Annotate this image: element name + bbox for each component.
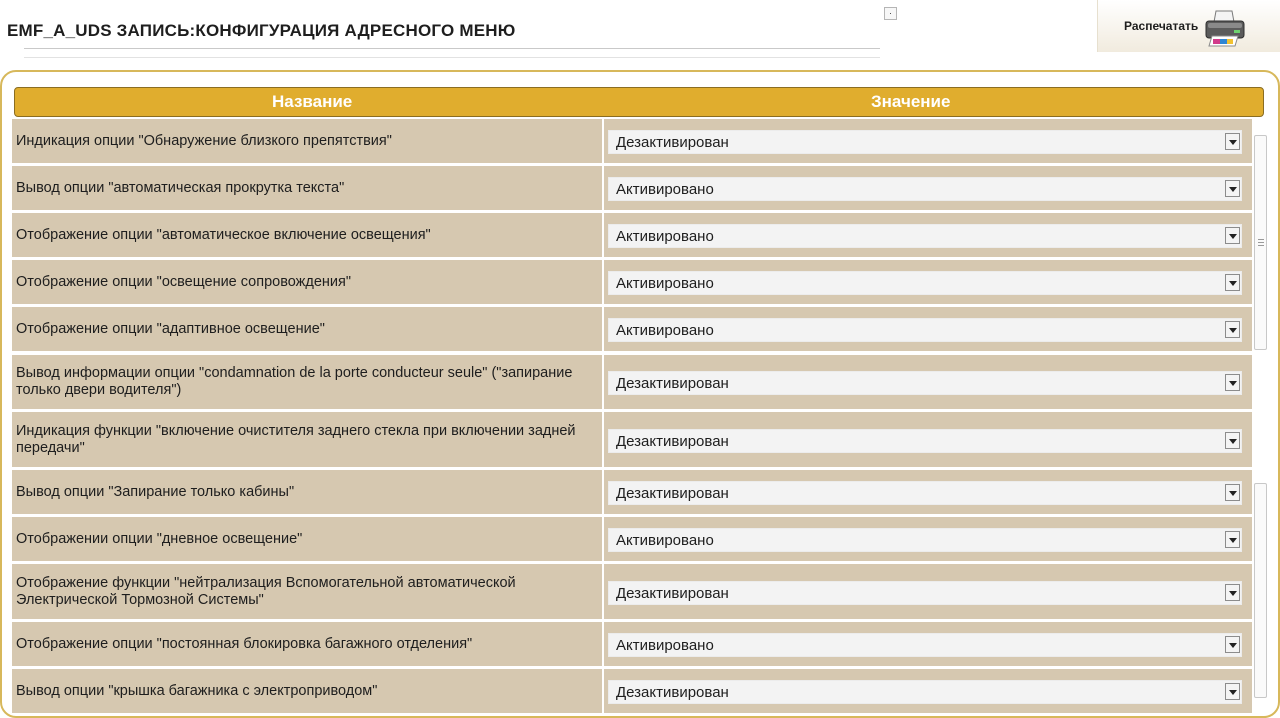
chevron-down-icon[interactable] [1225, 432, 1240, 449]
print-button-label: Распечатать [1124, 19, 1199, 33]
selected-value: Дезактивирован [616, 584, 729, 602]
value-select[interactable] [608, 318, 1242, 342]
value-select[interactable] [608, 224, 1242, 248]
table-row [12, 622, 1252, 666]
table-row [12, 119, 1252, 163]
value-cell [604, 307, 1252, 351]
table-row [12, 470, 1252, 514]
selected-value: Дезактивирован [616, 134, 729, 151]
scrollbar-thumb[interactable] [1254, 135, 1267, 350]
scrollbar-thumb-secondary[interactable] [1254, 483, 1267, 698]
table-row [12, 307, 1252, 351]
option-label: Вывод опции "Запирание только кабины" [12, 470, 602, 514]
small-toggle-button[interactable]: · [884, 7, 897, 20]
page-title: EMF_A_UDS ЗАПИСЬ:КОНФИГУРАЦИЯ АДРЕСНОГО МЕНЮ [7, 21, 516, 40]
value-cell [604, 669, 1252, 713]
option-label: Вывод опции "крышка багажника с электроприводом" [12, 669, 602, 713]
table-row [12, 564, 1252, 619]
options-table [12, 119, 1252, 714]
selected-value: Активировано [616, 275, 714, 292]
table-row [12, 669, 1252, 713]
chevron-down-icon[interactable] [1225, 374, 1240, 391]
table-row [12, 412, 1252, 467]
selected-value: Активировано [616, 322, 714, 339]
value-select[interactable] [608, 481, 1242, 505]
chevron-down-icon[interactable] [1225, 584, 1240, 601]
value-cell [604, 517, 1252, 561]
selected-value: Активировано [616, 637, 714, 654]
table-row [12, 213, 1252, 257]
selected-value: Активировано [616, 228, 714, 245]
value-select[interactable] [608, 130, 1242, 154]
value-cell [604, 119, 1252, 163]
table-row [12, 260, 1252, 304]
chevron-down-icon[interactable] [1225, 636, 1240, 653]
chevron-down-icon[interactable] [1225, 484, 1240, 501]
value-select[interactable] [608, 371, 1242, 395]
table-header [14, 87, 1264, 117]
option-label: Отображение опции "автоматическое включение освещения" [12, 213, 602, 257]
selected-value: Активировано [616, 181, 714, 198]
chevron-down-icon[interactable] [1225, 683, 1240, 700]
table-row [12, 517, 1252, 561]
option-label: Индикация опции "Обнаружение близкого препятствия" [12, 119, 602, 163]
title-divider-secondary [24, 57, 880, 58]
value-cell [604, 470, 1252, 514]
option-label: Вывод информации опции "condamnation de la porte conducteur seule" ("запирание только двери водителя") [12, 355, 602, 409]
column-header-name: Название [272, 92, 353, 111]
chevron-down-icon[interactable] [1225, 133, 1240, 150]
selected-value: Дезактивирован [616, 684, 729, 701]
title-divider [24, 48, 880, 49]
option-label: Отображение опции "постоянная блокировка багажного отделения" [12, 622, 602, 666]
table-row [12, 355, 1252, 409]
value-select[interactable] [608, 271, 1242, 295]
option-label: Индикация функции "включение очистителя заднего стекла при включении задней передачи" [12, 412, 602, 467]
value-cell [604, 213, 1252, 257]
value-select[interactable] [608, 177, 1242, 201]
option-label: Вывод опции "автоматическая прокрутка текста" [12, 166, 602, 210]
chevron-down-icon[interactable] [1225, 227, 1240, 244]
selected-value: Дезактивирован [616, 432, 729, 450]
column-header-value: Значение [871, 92, 951, 111]
chevron-down-icon[interactable] [1225, 180, 1240, 197]
print-button[interactable] [1097, 0, 1280, 52]
value-select[interactable] [608, 528, 1242, 552]
selected-value: Дезактивирован [616, 375, 729, 392]
option-label: Отображение опции "адаптивное освещение" [12, 307, 602, 351]
option-label: Отображение опции "освещение сопровождения" [12, 260, 602, 304]
chevron-down-icon[interactable] [1225, 274, 1240, 291]
value-cell [604, 412, 1252, 467]
value-select[interactable] [608, 429, 1242, 453]
value-select[interactable] [608, 633, 1242, 657]
table-row [12, 166, 1252, 210]
option-label: Отображении опции "дневное освещение" [12, 517, 602, 561]
value-select[interactable] [608, 680, 1242, 704]
value-select[interactable] [608, 581, 1242, 605]
value-cell [604, 355, 1252, 409]
value-cell [604, 564, 1252, 619]
value-cell [604, 260, 1252, 304]
value-cell [604, 622, 1252, 666]
option-label: Отображение функции "нейтрализация Вспомогательной автоматической Электрической Тормозной Системы" [12, 564, 602, 619]
value-cell [604, 166, 1252, 210]
chevron-down-icon[interactable] [1225, 321, 1240, 338]
selected-value: Дезактивирован [616, 485, 729, 502]
printer-icon [1202, 8, 1248, 48]
chevron-down-icon[interactable] [1225, 531, 1240, 548]
selected-value: Активировано [616, 532, 714, 549]
app-header [0, 0, 1280, 72]
